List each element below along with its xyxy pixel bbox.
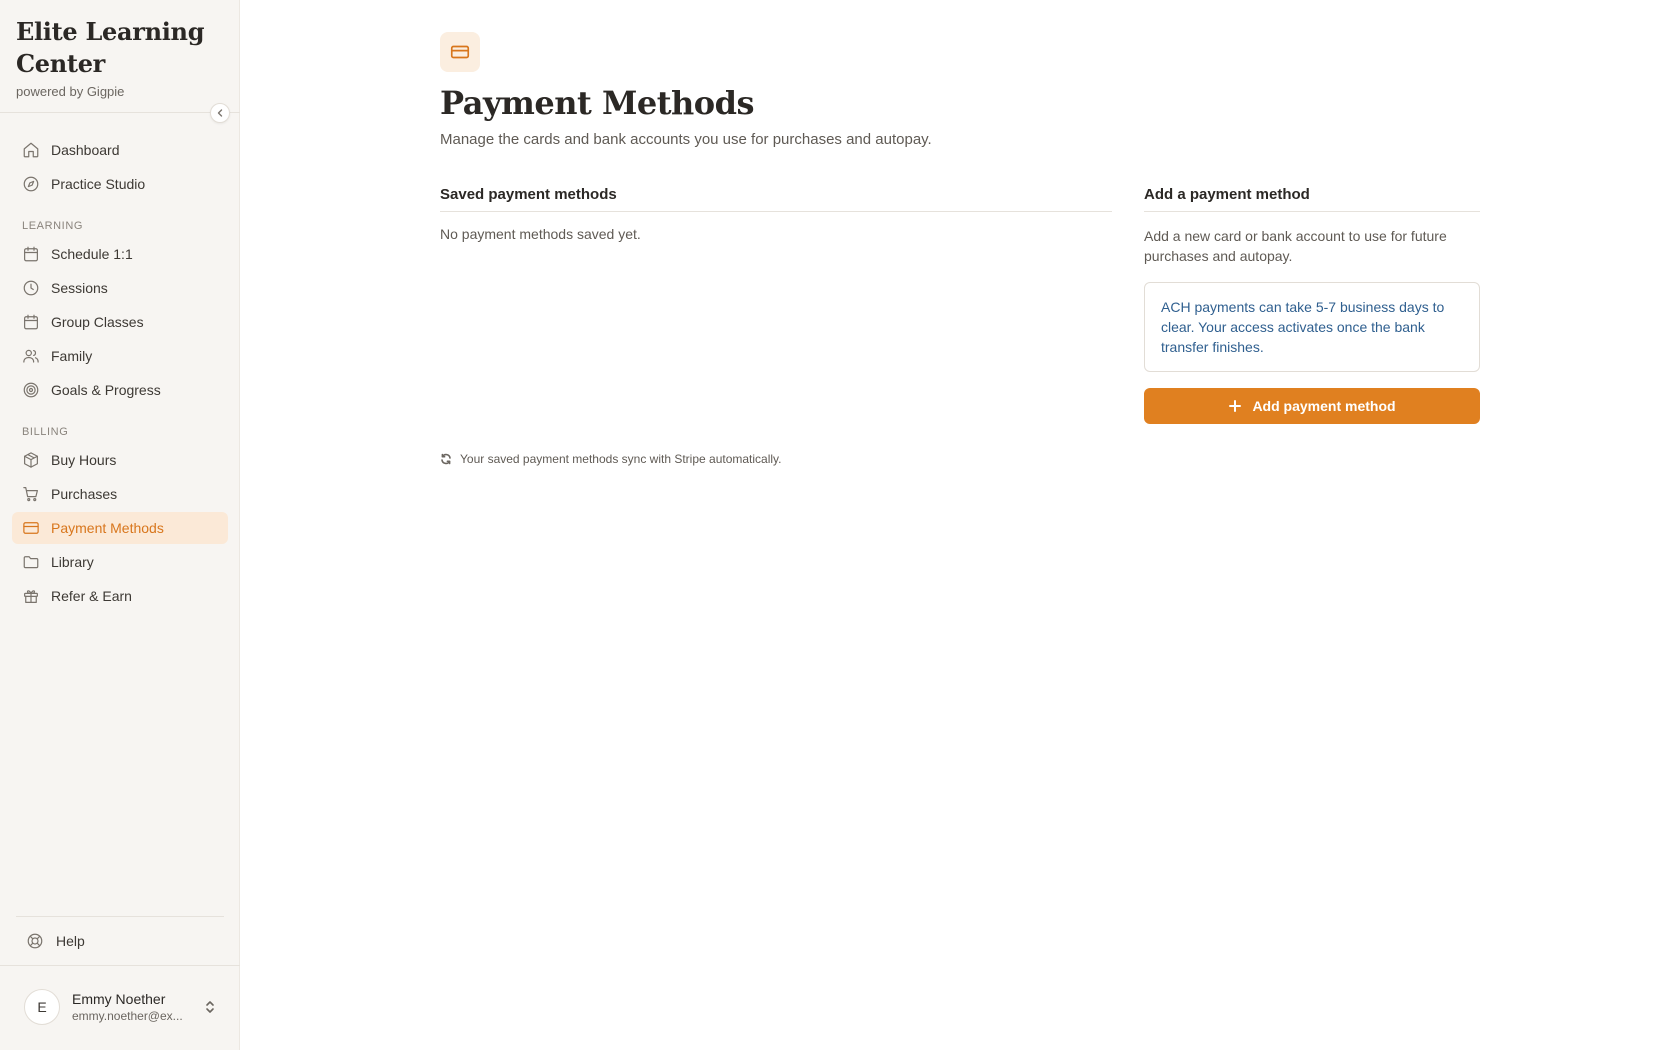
plus-icon [1228,399,1242,413]
sidebar-item-label: Dashboard [51,142,120,158]
clock-icon [22,279,40,297]
add-method-heading: Add a payment method [1144,186,1480,212]
lifebuoy-icon [26,932,44,950]
sidebar-item-library[interactable] [12,546,228,578]
brand-subtitle: powered by Gigpie [16,84,125,99]
gift-icon [22,587,40,605]
sidebar-item-label: Library [51,554,94,570]
sidebar-item-dashboard[interactable] [12,134,228,166]
credit-card-icon [440,32,480,72]
saved-payment-methods-section [440,186,1112,242]
sidebar-item-group-classes[interactable] [12,306,228,338]
empty-state-text: No payment methods saved yet. [440,226,641,242]
add-payment-method-label: Add payment method [1252,398,1396,414]
user-email: emmy.noether@ex... [72,1009,183,1023]
sync-note-text: Your saved payment methods sync with Stripe automatically. [460,452,782,466]
sidebar-item-family[interactable] [12,340,228,372]
collapse-sidebar-button[interactable] [210,103,230,123]
user-name: Emmy Noether [72,991,166,1007]
sync-note [440,452,782,466]
sidebar-item-label: Group Classes [51,314,144,330]
chevrons-up-down-icon [202,999,218,1015]
package-icon [22,451,40,469]
calendar-icon [22,313,40,331]
sidebar-item-label: Schedule 1:1 [51,246,133,262]
section-label-billing: BILLING [22,426,69,438]
sidebar-item-buy-hours[interactable] [12,444,228,476]
add-payment-method-section [1144,186,1480,424]
avatar: E [24,989,60,1025]
sidebar-item-label: Goals & Progress [51,382,161,398]
saved-methods-heading: Saved payment methods [440,186,1112,212]
sidebar-item-payment-methods[interactable] [12,512,228,544]
add-method-description: Add a new card or bank account to use for future purchases and autopay. [1144,228,1447,264]
sidebar-item-label: Sessions [51,280,108,296]
help-button[interactable] [16,925,224,957]
user-menu[interactable] [16,974,224,1040]
sidebar-divider [0,112,240,113]
sidebar-item-schedule[interactable] [12,238,228,270]
compass-icon [22,175,40,193]
sidebar-item-label: Refer & Earn [51,588,132,604]
page-subtitle: Manage the cards and bank accounts you use for purchases and autopay. [440,131,932,148]
sidebar-item-goals[interactable] [12,374,228,406]
sidebar-item-label: Practice Studio [51,176,146,192]
help-label: Help [56,933,85,949]
chevron-left-icon [215,108,225,118]
user-info [72,991,192,1023]
sidebar-item-practice-studio[interactable] [12,168,228,200]
calendar-icon [22,245,40,263]
sidebar-item-label: Buy Hours [51,452,117,468]
sidebar-divider [0,965,240,966]
sidebar-divider [16,916,224,917]
brand [16,16,226,99]
ach-notice: ACH payments can take 5-7 business days to clear. Your access activates once the bank transfer finishes. [1144,282,1480,372]
page-title: Payment Methods [440,84,754,122]
sidebar-nav [12,134,228,614]
sidebar-item-label: Family [51,348,93,364]
target-icon [22,381,40,399]
sidebar-item-refer-earn[interactable] [12,580,228,612]
users-icon [22,347,40,365]
sidebar-item-label: Payment Methods [51,520,164,536]
sidebar-item-sessions[interactable] [12,272,228,304]
sidebar-item-label: Purchases [51,486,118,502]
sidebar-item-purchases[interactable] [12,478,228,510]
credit-card-icon [22,519,40,537]
section-label-learning: LEARNING [22,220,84,232]
add-payment-method-button[interactable] [1144,388,1480,424]
brand-title: Elite Learning Center [16,17,205,78]
sidebar [0,0,240,1050]
home-icon [22,141,40,159]
folder-icon [22,553,40,571]
cart-icon [22,485,40,503]
refresh-icon [440,453,452,465]
